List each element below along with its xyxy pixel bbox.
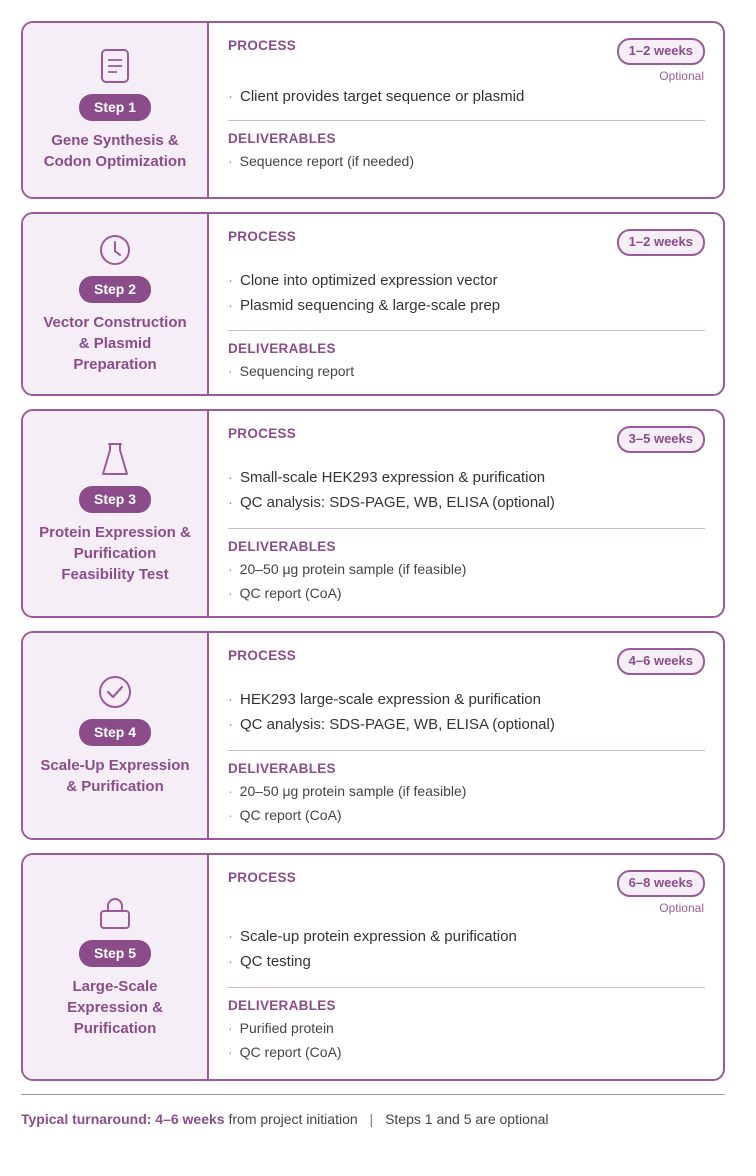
step-card-4 xyxy=(21,631,725,840)
optional-label: Optional xyxy=(659,901,704,915)
list-item: · QC report (CoA) xyxy=(228,581,705,605)
step-badge: Step 5 xyxy=(79,940,151,967)
turnaround-rest: from project initiation xyxy=(228,1111,358,1127)
footer-separator: | xyxy=(369,1111,374,1127)
list-item: · Scale-up protein expression & purification xyxy=(228,924,705,949)
deliverables-label: DELIVERABLES xyxy=(228,998,336,1013)
divider xyxy=(228,750,705,751)
list-item: · Clone into optimized expression vector xyxy=(228,268,705,293)
list-item: · Purified protein xyxy=(228,1016,705,1040)
list-item: · Small-scale HEK293 expression & purification xyxy=(228,465,705,490)
check-circle-icon xyxy=(98,675,132,709)
list-item: · 20–50 μg protein sample (if feasible) xyxy=(228,779,705,803)
deliverables-list xyxy=(228,149,705,173)
list-item: · Plasmid sequencing & large-scale prep xyxy=(228,293,705,318)
step-details xyxy=(209,23,723,197)
process-label: PROCESS xyxy=(228,870,297,885)
footer-note xyxy=(21,1111,549,1127)
duration-badge: 1–2 weeks xyxy=(617,38,705,65)
optional-note: Steps 1 and 5 are optional xyxy=(385,1111,549,1127)
list-item: · QC report (CoA) xyxy=(228,803,705,827)
step-details xyxy=(209,633,723,838)
process-label: PROCESS xyxy=(228,426,297,441)
duration-badge: 4–6 weeks xyxy=(617,648,705,675)
step-card-2 xyxy=(21,212,725,396)
process-list xyxy=(228,465,705,515)
deliverables-label: DELIVERABLES xyxy=(228,341,336,356)
step-badge: Step 2 xyxy=(79,276,151,303)
divider xyxy=(228,330,705,331)
process-list xyxy=(228,84,705,109)
deliverables-label: DELIVERABLES xyxy=(228,539,336,554)
step-title: Large-Scale Expression & Purification xyxy=(67,977,163,1037)
list-item: · Client provides target sequence or plasmid xyxy=(228,84,705,109)
step-summary xyxy=(23,23,209,197)
process-label: PROCESS xyxy=(228,38,297,53)
step-title: Scale-Up Expression & Purification xyxy=(40,756,190,795)
clock-icon xyxy=(99,234,131,266)
list-item: · QC report (CoA) xyxy=(228,1040,705,1064)
divider xyxy=(228,528,705,529)
process-list xyxy=(228,924,705,974)
deliverables-list xyxy=(228,1016,705,1064)
process-list xyxy=(228,268,705,318)
list-item: · HEK293 large-scale expression & purification xyxy=(228,687,705,712)
step-title: Protein Expression & Purification Feasibility Test xyxy=(39,524,191,583)
step-badge: Step 4 xyxy=(79,719,151,746)
flask-icon xyxy=(100,442,130,476)
deliverables-label: DELIVERABLES xyxy=(228,131,336,146)
step-title: Gene Synthesis & Codon Optimization xyxy=(43,132,187,170)
list-item: · Sequencing report xyxy=(228,359,705,383)
step-details xyxy=(209,411,723,616)
step-card-3 xyxy=(21,409,725,618)
deliverables-list xyxy=(228,557,705,605)
step-badge: Step 1 xyxy=(79,94,151,121)
process-label: PROCESS xyxy=(228,648,297,663)
list-item: · QC analysis: SDS-PAGE, WB, ELISA (optional) xyxy=(228,712,705,737)
list-item: · 20–50 μg protein sample (if feasible) xyxy=(228,557,705,581)
deliverables-list xyxy=(228,359,705,383)
list-item: · QC analysis: SDS-PAGE, WB, ELISA (optional) xyxy=(228,490,705,515)
lock-icon xyxy=(99,896,131,930)
process-list xyxy=(228,687,705,737)
step-summary xyxy=(23,214,209,394)
process-label: PROCESS xyxy=(228,229,297,244)
duration-badge: 1–2 weeks xyxy=(617,229,705,256)
list-item: · Sequence report (if needed) xyxy=(228,149,705,173)
step-badge: Step 3 xyxy=(79,486,151,513)
optional-label: Optional xyxy=(659,69,704,83)
document-icon xyxy=(100,48,130,84)
step-details xyxy=(209,855,723,1079)
deliverables-label: DELIVERABLES xyxy=(228,761,336,776)
footer-divider xyxy=(21,1094,725,1095)
deliverables-list xyxy=(228,779,705,827)
list-item: · QC testing xyxy=(228,949,705,974)
step-summary xyxy=(23,855,209,1079)
divider xyxy=(228,120,705,121)
duration-badge: 6–8 weeks xyxy=(617,870,705,897)
step-card-5 xyxy=(21,853,725,1081)
step-summary xyxy=(23,633,209,838)
turnaround-label: Typical turnaround: 4–6 weeks xyxy=(21,1111,225,1127)
duration-badge: 3–5 weeks xyxy=(617,426,705,453)
step-card-1 xyxy=(21,21,725,199)
step-details xyxy=(209,214,723,394)
step-title: Vector Construction & Plasmid Preparation xyxy=(43,313,187,373)
divider xyxy=(228,987,705,988)
step-summary xyxy=(23,411,209,616)
